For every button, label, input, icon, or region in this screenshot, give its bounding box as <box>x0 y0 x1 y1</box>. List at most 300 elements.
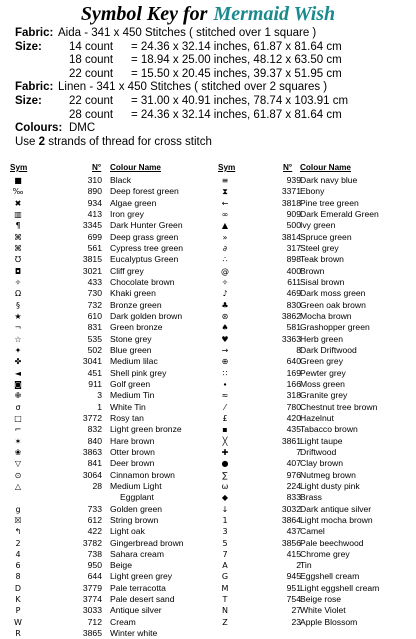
colour-name: Light taupe <box>300 435 343 446</box>
colour-name: Stone grey <box>110 333 152 344</box>
table-row <box>0 515 208 526</box>
size-value: = 24.36 x 32.14 inches, 61.87 x 81.64 cm <box>131 40 342 53</box>
symbol-icon: ⊛ <box>221 311 229 321</box>
dmc-number: 3814 <box>281 231 301 242</box>
table-row <box>208 504 416 515</box>
table-row <box>0 560 208 571</box>
table-row <box>208 175 416 186</box>
dmc-number: 909 <box>286 208 301 219</box>
colour-name: Brown <box>300 265 325 276</box>
dmc-number: 166 <box>286 378 301 389</box>
table-row <box>208 617 416 628</box>
table-row <box>0 254 208 265</box>
colour-name-continued: Eggplant <box>120 492 154 503</box>
table-row <box>0 311 208 322</box>
colour-name: Ebony <box>300 186 325 197</box>
table-row <box>208 515 416 526</box>
symbol-icon: ☆ <box>14 334 22 344</box>
symbol-icon: P <box>15 606 21 616</box>
fabric-row <box>15 81 415 95</box>
dmc-number: 833 <box>286 492 301 503</box>
dmc-number: 3863 <box>82 446 102 457</box>
colour-name: Medium Light <box>110 480 162 491</box>
symbol-icon: ✧ <box>221 277 229 287</box>
symbol-icon: D <box>14 583 22 593</box>
size-row <box>15 109 415 123</box>
symbol-icon: ⊙ <box>14 470 22 480</box>
colour-name: Sisal brown <box>300 276 345 287</box>
dmc-number: 733 <box>87 503 102 514</box>
colour-name: Nutmeg brown <box>300 469 356 480</box>
header-name: Colour Name <box>300 163 351 172</box>
symbol-icon: ‰ <box>12 187 24 197</box>
table-row <box>0 458 208 469</box>
fabric-row <box>15 27 415 41</box>
dmc-number: 7 <box>296 446 301 457</box>
dmc-number: 934 <box>87 197 102 208</box>
colour-name: Beige rose <box>300 594 342 605</box>
dmc-number: 317 <box>286 242 301 253</box>
table-row <box>208 436 416 447</box>
dmc-number: 413 <box>87 208 102 219</box>
dmc-number: 832 <box>87 424 102 435</box>
table-row <box>0 424 208 435</box>
colours-label: Colours: <box>15 122 63 135</box>
symbol-icon: ∂ <box>222 243 228 253</box>
table-row <box>208 209 416 220</box>
colour-name: Brass <box>300 492 322 503</box>
symbol-icon: ◆ <box>221 493 229 503</box>
symbol-key-table <box>0 163 416 639</box>
colour-name: Light dusty pink <box>300 480 360 491</box>
symbol-icon: A <box>222 561 228 571</box>
dmc-number: 535 <box>87 333 102 344</box>
table-row <box>208 277 416 288</box>
page-title <box>0 2 416 26</box>
symbol-icon: ↰ <box>14 527 22 537</box>
colour-name: Shell pink grey <box>110 367 167 378</box>
colour-name: Light eggshell cream <box>300 582 380 593</box>
fabric-label: Fabric: <box>15 81 54 94</box>
symbol-icon: □ <box>14 413 22 423</box>
colours-text: DMC <box>69 122 96 135</box>
colour-name: Teak brown <box>300 254 344 265</box>
table-row <box>208 492 416 503</box>
size-value: = 24.36 x 32.14 inches, 61.87 x 81.64 cm <box>131 108 342 121</box>
colours-row <box>15 122 415 136</box>
dmc-number: 28 <box>92 480 102 491</box>
symbol-icon: ↓ <box>221 504 229 514</box>
colour-name: Rosy tan <box>110 412 144 423</box>
key-column-left <box>0 175 208 639</box>
colour-name: Light green bronze <box>110 424 182 435</box>
dmc-number: 310 <box>87 175 102 185</box>
colour-name: Pale terracotta <box>110 582 166 593</box>
size-count: 22 count <box>69 67 114 80</box>
colour-name: Spruce green <box>300 231 352 242</box>
symbol-icon: ❀ <box>14 447 22 457</box>
colour-name: Tin <box>300 560 312 571</box>
colour-name: Light oak <box>110 526 145 537</box>
colour-name: Medium lilac <box>110 356 158 367</box>
symbol-icon: ▲ <box>221 221 229 231</box>
table-row <box>0 413 208 424</box>
table-row <box>0 209 208 220</box>
symbol-icon: ♣ <box>221 300 229 310</box>
symbol-icon: ∑ <box>222 470 228 480</box>
colour-name: Apple Blossom <box>300 616 358 627</box>
dmc-number: 911 <box>88 378 102 389</box>
symbol-icon: 2 <box>15 538 21 548</box>
dmc-number: 415 <box>286 548 301 559</box>
symbol-icon: Ω <box>14 289 22 299</box>
colour-name: Granite grey <box>300 390 348 401</box>
table-row <box>208 390 416 401</box>
table-row <box>208 266 416 277</box>
table-header <box>0 163 416 175</box>
table-row <box>0 583 208 594</box>
symbol-icon: 6 <box>15 561 21 571</box>
table-row <box>0 617 208 628</box>
table-row <box>208 322 416 333</box>
dmc-number: 699 <box>87 231 102 242</box>
table-row <box>0 232 208 243</box>
colour-name: Camel <box>300 526 325 537</box>
colour-name: Pale desert sand <box>110 594 175 605</box>
title-main: Symbol Key for <box>80 3 208 25</box>
table-row <box>208 605 416 616</box>
table-row <box>0 538 208 549</box>
table-row <box>0 368 208 379</box>
dmc-number: 610 <box>87 310 102 321</box>
dmc-number: 3774 <box>82 594 102 605</box>
dmc-number: 3041 <box>82 356 102 367</box>
size-row <box>15 68 415 82</box>
table-row <box>0 288 208 299</box>
dmc-number: 612 <box>87 514 102 525</box>
dmc-number: 3862 <box>281 310 301 321</box>
colour-name: Tabacco brown <box>300 424 358 435</box>
table-row <box>0 277 208 288</box>
symbol-icon: § <box>16 300 20 310</box>
table-row <box>208 458 416 469</box>
table-row <box>208 560 416 571</box>
dmc-number: 738 <box>87 548 102 559</box>
colour-name: Gingerbread brown <box>110 537 184 548</box>
table-row <box>208 538 416 549</box>
table-row <box>0 470 208 481</box>
colour-name: White Violet <box>300 605 346 616</box>
dmc-number: 939 <box>286 175 301 185</box>
colour-name: Light mocha brown <box>300 514 373 525</box>
symbol-icon: ✦ <box>14 345 22 355</box>
symbol-icon: ▽ <box>14 459 22 469</box>
colour-name: White Tin <box>110 401 146 412</box>
dmc-number: 3021 <box>82 265 102 276</box>
symbol-icon: ⧗ <box>222 187 228 197</box>
colour-name: Bronze green <box>110 299 162 310</box>
table-row <box>0 379 208 390</box>
dmc-number: 1 <box>97 401 102 412</box>
colour-name: Beige <box>110 560 132 571</box>
symbol-icon: 7 <box>222 549 228 559</box>
colour-name: Chestnut tree brown <box>300 401 378 412</box>
symbol-icon: ⌘ <box>14 232 22 242</box>
colour-name: Dark Hunter Green <box>110 220 183 231</box>
colour-name: Clay brown <box>300 458 343 469</box>
symbol-icon: g <box>15 504 21 514</box>
colour-name: Ivy green <box>300 220 336 231</box>
colour-name: Cliff grey <box>110 265 144 276</box>
colour-name: Antique silver <box>110 605 162 616</box>
dmc-number: 451 <box>87 367 102 378</box>
colour-name: Pale beechwood <box>300 537 364 548</box>
table-row <box>0 300 208 311</box>
size-count: 14 count <box>69 40 114 53</box>
fabric-info <box>15 27 415 149</box>
symbol-icon: 5 <box>222 538 228 548</box>
dmc-number: 502 <box>87 344 102 355</box>
colour-name: Deer brown <box>110 458 155 469</box>
table-row <box>208 232 416 243</box>
dmc-number: 3064 <box>82 469 102 480</box>
colour-name: Cream <box>110 616 136 627</box>
header-sym: Sym <box>10 163 28 172</box>
table-row <box>208 549 416 560</box>
colour-name: Green bronze <box>110 322 163 333</box>
colour-name: Deep forest green <box>110 186 179 197</box>
dmc-number: 951 <box>286 582 301 593</box>
symbol-icon: ✚ <box>221 447 229 457</box>
table-row <box>208 300 416 311</box>
symbol-icon: G <box>221 572 229 582</box>
table-row <box>0 492 208 503</box>
dmc-number: 3772 <box>82 412 102 423</box>
symbol-icon: £ <box>222 413 228 423</box>
symbol-icon: ⁄ <box>224 402 226 412</box>
symbol-icon: M <box>221 583 229 593</box>
symbol-icon: ℧ <box>14 255 22 265</box>
colour-name: Grashopper green <box>300 322 370 333</box>
size-value: = 15.50 x 20.45 inches, 39.37 x 51.95 cm <box>131 67 342 80</box>
symbol-icon: ✧ <box>14 277 22 287</box>
table-row <box>0 345 208 356</box>
dmc-number: 422 <box>87 526 102 537</box>
colour-name: Black <box>110 175 132 185</box>
colour-name: Dark moss green <box>300 288 366 299</box>
size-label: Size: <box>15 94 42 107</box>
colour-name: Green grey <box>300 356 343 367</box>
dmc-number: 3779 <box>82 582 102 593</box>
symbol-icon: ✖ <box>14 198 22 208</box>
dmc-number: 435 <box>286 424 301 435</box>
colour-name: Chocolate brown <box>110 276 175 287</box>
colour-name: Golf green <box>110 378 151 389</box>
symbol-icon: ∴ <box>222 255 228 265</box>
dmc-number: 437 <box>286 526 301 537</box>
table-row <box>208 288 416 299</box>
colour-name: Driftwood <box>300 446 337 457</box>
table-row <box>208 526 416 537</box>
colour-name: Mocha brown <box>300 310 352 321</box>
dmc-number: 3865 <box>82 628 102 639</box>
colour-name: Sahara cream <box>110 548 164 559</box>
symbol-icon: → <box>221 345 229 355</box>
strands-note <box>15 136 415 150</box>
table-row <box>208 594 416 605</box>
symbol-icon: ¶ <box>15 221 21 231</box>
symbol-icon: ✤ <box>14 357 22 367</box>
size-value: = 31.00 x 40.91 inches, 78.74 x 103.91 cm <box>131 94 349 107</box>
table-row <box>208 402 416 413</box>
dmc-number: 500 <box>286 220 301 231</box>
dmc-number: 754 <box>286 594 301 605</box>
symbol-icon: △ <box>14 481 22 491</box>
table-row <box>208 356 416 367</box>
dmc-number: 712 <box>87 616 102 627</box>
dmc-number: 581 <box>286 322 301 333</box>
title-accent: Mermaid Wish <box>213 3 336 25</box>
symbol-icon: ¬ <box>14 323 22 333</box>
table-row <box>208 220 416 231</box>
symbol-icon: ■ <box>14 176 22 185</box>
dmc-number: 3363 <box>281 333 301 344</box>
symbol-icon: Z <box>222 617 228 627</box>
colour-name: Medium Tin <box>110 390 155 401</box>
table-row <box>0 594 208 605</box>
symbol-icon: 4 <box>15 549 21 559</box>
symbol-icon: ☒ <box>14 515 22 525</box>
dmc-number: 318 <box>286 390 301 401</box>
dmc-number: 730 <box>87 288 102 299</box>
colour-name: Eggshell cream <box>300 571 360 582</box>
colour-name: Dark Driftwood <box>300 344 357 355</box>
colour-name: Dark Emerald Green <box>300 208 379 219</box>
dmc-number: 3815 <box>82 254 102 265</box>
dmc-number: 23 <box>291 616 301 627</box>
dmc-number: 3032 <box>281 503 301 514</box>
size-value: = 18.94 x 25.00 inches, 48.12 x 63.50 cm <box>131 54 342 67</box>
dmc-number: 3856 <box>281 537 301 548</box>
symbol-icon: ω <box>221 481 229 491</box>
dmc-number: 3861 <box>281 435 301 446</box>
symbol-icon: K <box>15 595 21 605</box>
size-count: 22 count <box>69 94 114 107</box>
size-row <box>15 41 415 55</box>
dmc-number: 644 <box>87 571 102 582</box>
colour-name: Blue green <box>110 344 152 355</box>
symbol-icon: ✶ <box>14 436 22 446</box>
table-row <box>208 447 416 458</box>
size-row <box>15 95 415 109</box>
colour-name: Steel grey <box>300 242 339 253</box>
symbol-icon: W <box>14 617 22 627</box>
table-row <box>0 390 208 401</box>
dmc-number: 3864 <box>281 514 301 525</box>
colour-name: Dark golden brown <box>110 310 183 321</box>
table-row <box>0 175 208 186</box>
colour-name: Iron grey <box>110 208 144 219</box>
table-row <box>208 198 416 209</box>
symbol-icon: 8 <box>15 572 21 582</box>
dmc-number: 830 <box>286 299 301 310</box>
dmc-number: 561 <box>87 242 102 253</box>
table-row <box>0 481 208 492</box>
table-row <box>0 198 208 209</box>
strands-count: 2 <box>38 135 46 148</box>
dmc-number: 3818 <box>281 197 301 208</box>
dmc-number: 407 <box>286 458 301 469</box>
table-row <box>208 311 416 322</box>
fabric-text: Linen - 341 x 450 Stitches ( stitched over 2 squares ) <box>58 81 328 94</box>
size-count: 18 count <box>69 54 114 67</box>
table-row <box>0 220 208 231</box>
table-row <box>0 628 208 639</box>
table-row <box>208 243 416 254</box>
table-row <box>208 334 416 345</box>
key-column-right <box>208 175 416 628</box>
symbol-icon: ⌐ <box>14 425 22 435</box>
table-row <box>208 583 416 594</box>
colour-name: Moss green <box>300 378 345 389</box>
dmc-number: 3371 <box>281 186 301 197</box>
symbol-icon: ⌘ <box>14 243 22 253</box>
size-row <box>15 54 415 68</box>
symbol-icon: ◙ <box>14 379 22 389</box>
dmc-number: 224 <box>286 480 301 491</box>
dmc-number: 469 <box>286 288 301 299</box>
colour-name: Dark navy blue <box>300 175 358 185</box>
colour-name: Pewter grey <box>300 367 346 378</box>
symbol-icon: ∷ <box>222 368 228 378</box>
dmc-number: 3 <box>97 390 102 401</box>
size-label: Size: <box>15 40 42 53</box>
symbol-icon: ▥ <box>14 209 22 219</box>
fabric-text: Aida - 341 x 450 Stitches ( stitched over 1 square ) <box>58 27 317 39</box>
dmc-number: 840 <box>87 435 102 446</box>
table-row <box>0 266 208 277</box>
dmc-number: 433 <box>87 276 102 287</box>
header-num: N° <box>92 163 102 172</box>
symbol-icon: » <box>222 232 228 242</box>
dmc-number: 732 <box>87 299 102 310</box>
dmc-number: 2 <box>296 560 301 571</box>
symbol-icon: ∞ <box>221 209 229 219</box>
table-row <box>208 379 416 390</box>
size-count: 28 count <box>69 108 114 121</box>
table-row <box>0 356 208 367</box>
symbol-icon: @ <box>221 266 229 276</box>
dmc-number: 27 <box>291 605 301 616</box>
symbol-icon: ∙ <box>222 379 228 389</box>
dmc-number: 831 <box>87 322 102 333</box>
dmc-number: 640 <box>286 356 301 367</box>
dmc-number: 898 <box>286 254 301 265</box>
symbol-icon: T <box>222 595 228 605</box>
table-row <box>0 447 208 458</box>
symbol-icon: ▪ <box>222 425 228 435</box>
colour-name: Deep grass green <box>110 231 179 242</box>
colour-name: Chrome grey <box>300 548 350 559</box>
table-row <box>0 605 208 616</box>
table-row <box>208 571 416 582</box>
dmc-number: 976 <box>286 469 301 480</box>
table-row <box>0 549 208 560</box>
symbol-icon: ✙ <box>14 391 22 401</box>
colour-name: Eucalyptus Green <box>110 254 179 265</box>
dmc-number: 400 <box>286 265 301 276</box>
symbol-icon: ╳ <box>222 436 228 446</box>
